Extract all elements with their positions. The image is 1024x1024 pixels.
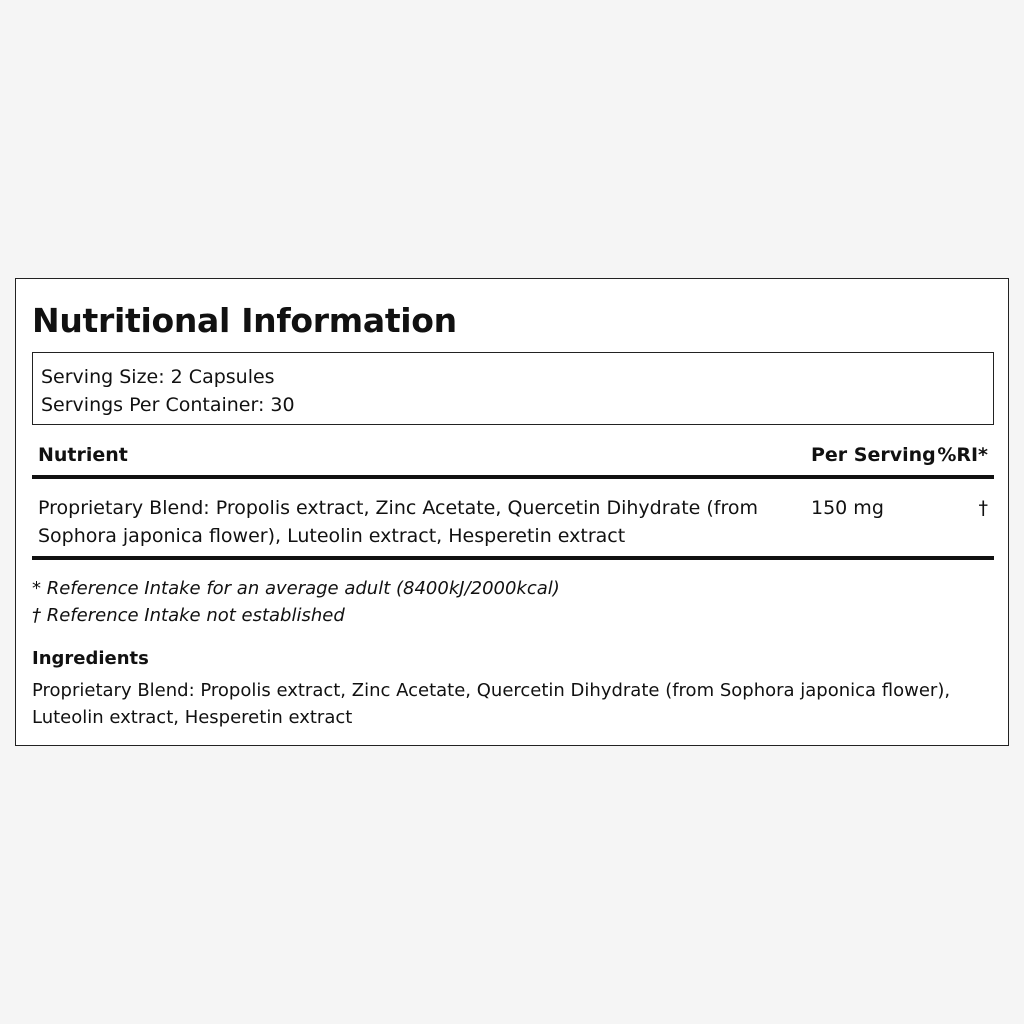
serving-info-box (32, 352, 994, 425)
page-title: Nutritional Information (32, 301, 457, 340)
table-row (32, 479, 994, 560)
ingredients-heading: Ingredients (32, 648, 149, 669)
header-ri: %RI* (937, 444, 988, 466)
footnote-not-established: † Reference Intake not established (32, 605, 345, 626)
header-nutrient: Nutrient (38, 444, 128, 466)
nutrition-panel (15, 278, 1009, 746)
servings-per-container: Servings Per Container: 30 (41, 394, 295, 416)
row-nutrient: Proprietary Blend: Propolis extract, Zinc Acetate, Quercetin Dihydrate (from Sophora japonica flower), Luteolin extract, Hesperetin extract (38, 497, 758, 547)
serving-size: Serving Size: 2 Capsules (41, 366, 275, 388)
table-header (32, 439, 994, 479)
row-ri: † (978, 497, 988, 519)
row-per-serving: 150 mg (811, 497, 884, 519)
ingredients-text: Proprietary Blend: Propolis extract, Zinc Acetate, Quercetin Dihydrate (from Sophora japonica flower), Luteolin extract, Hesperetin extract (32, 680, 951, 728)
header-per-serving: Per Serving (811, 444, 936, 466)
nutrient-table (32, 439, 994, 560)
footnote-ri: * Reference Intake for an average adult (8400kJ/2000kcal) (32, 578, 560, 599)
footnotes (32, 575, 560, 629)
